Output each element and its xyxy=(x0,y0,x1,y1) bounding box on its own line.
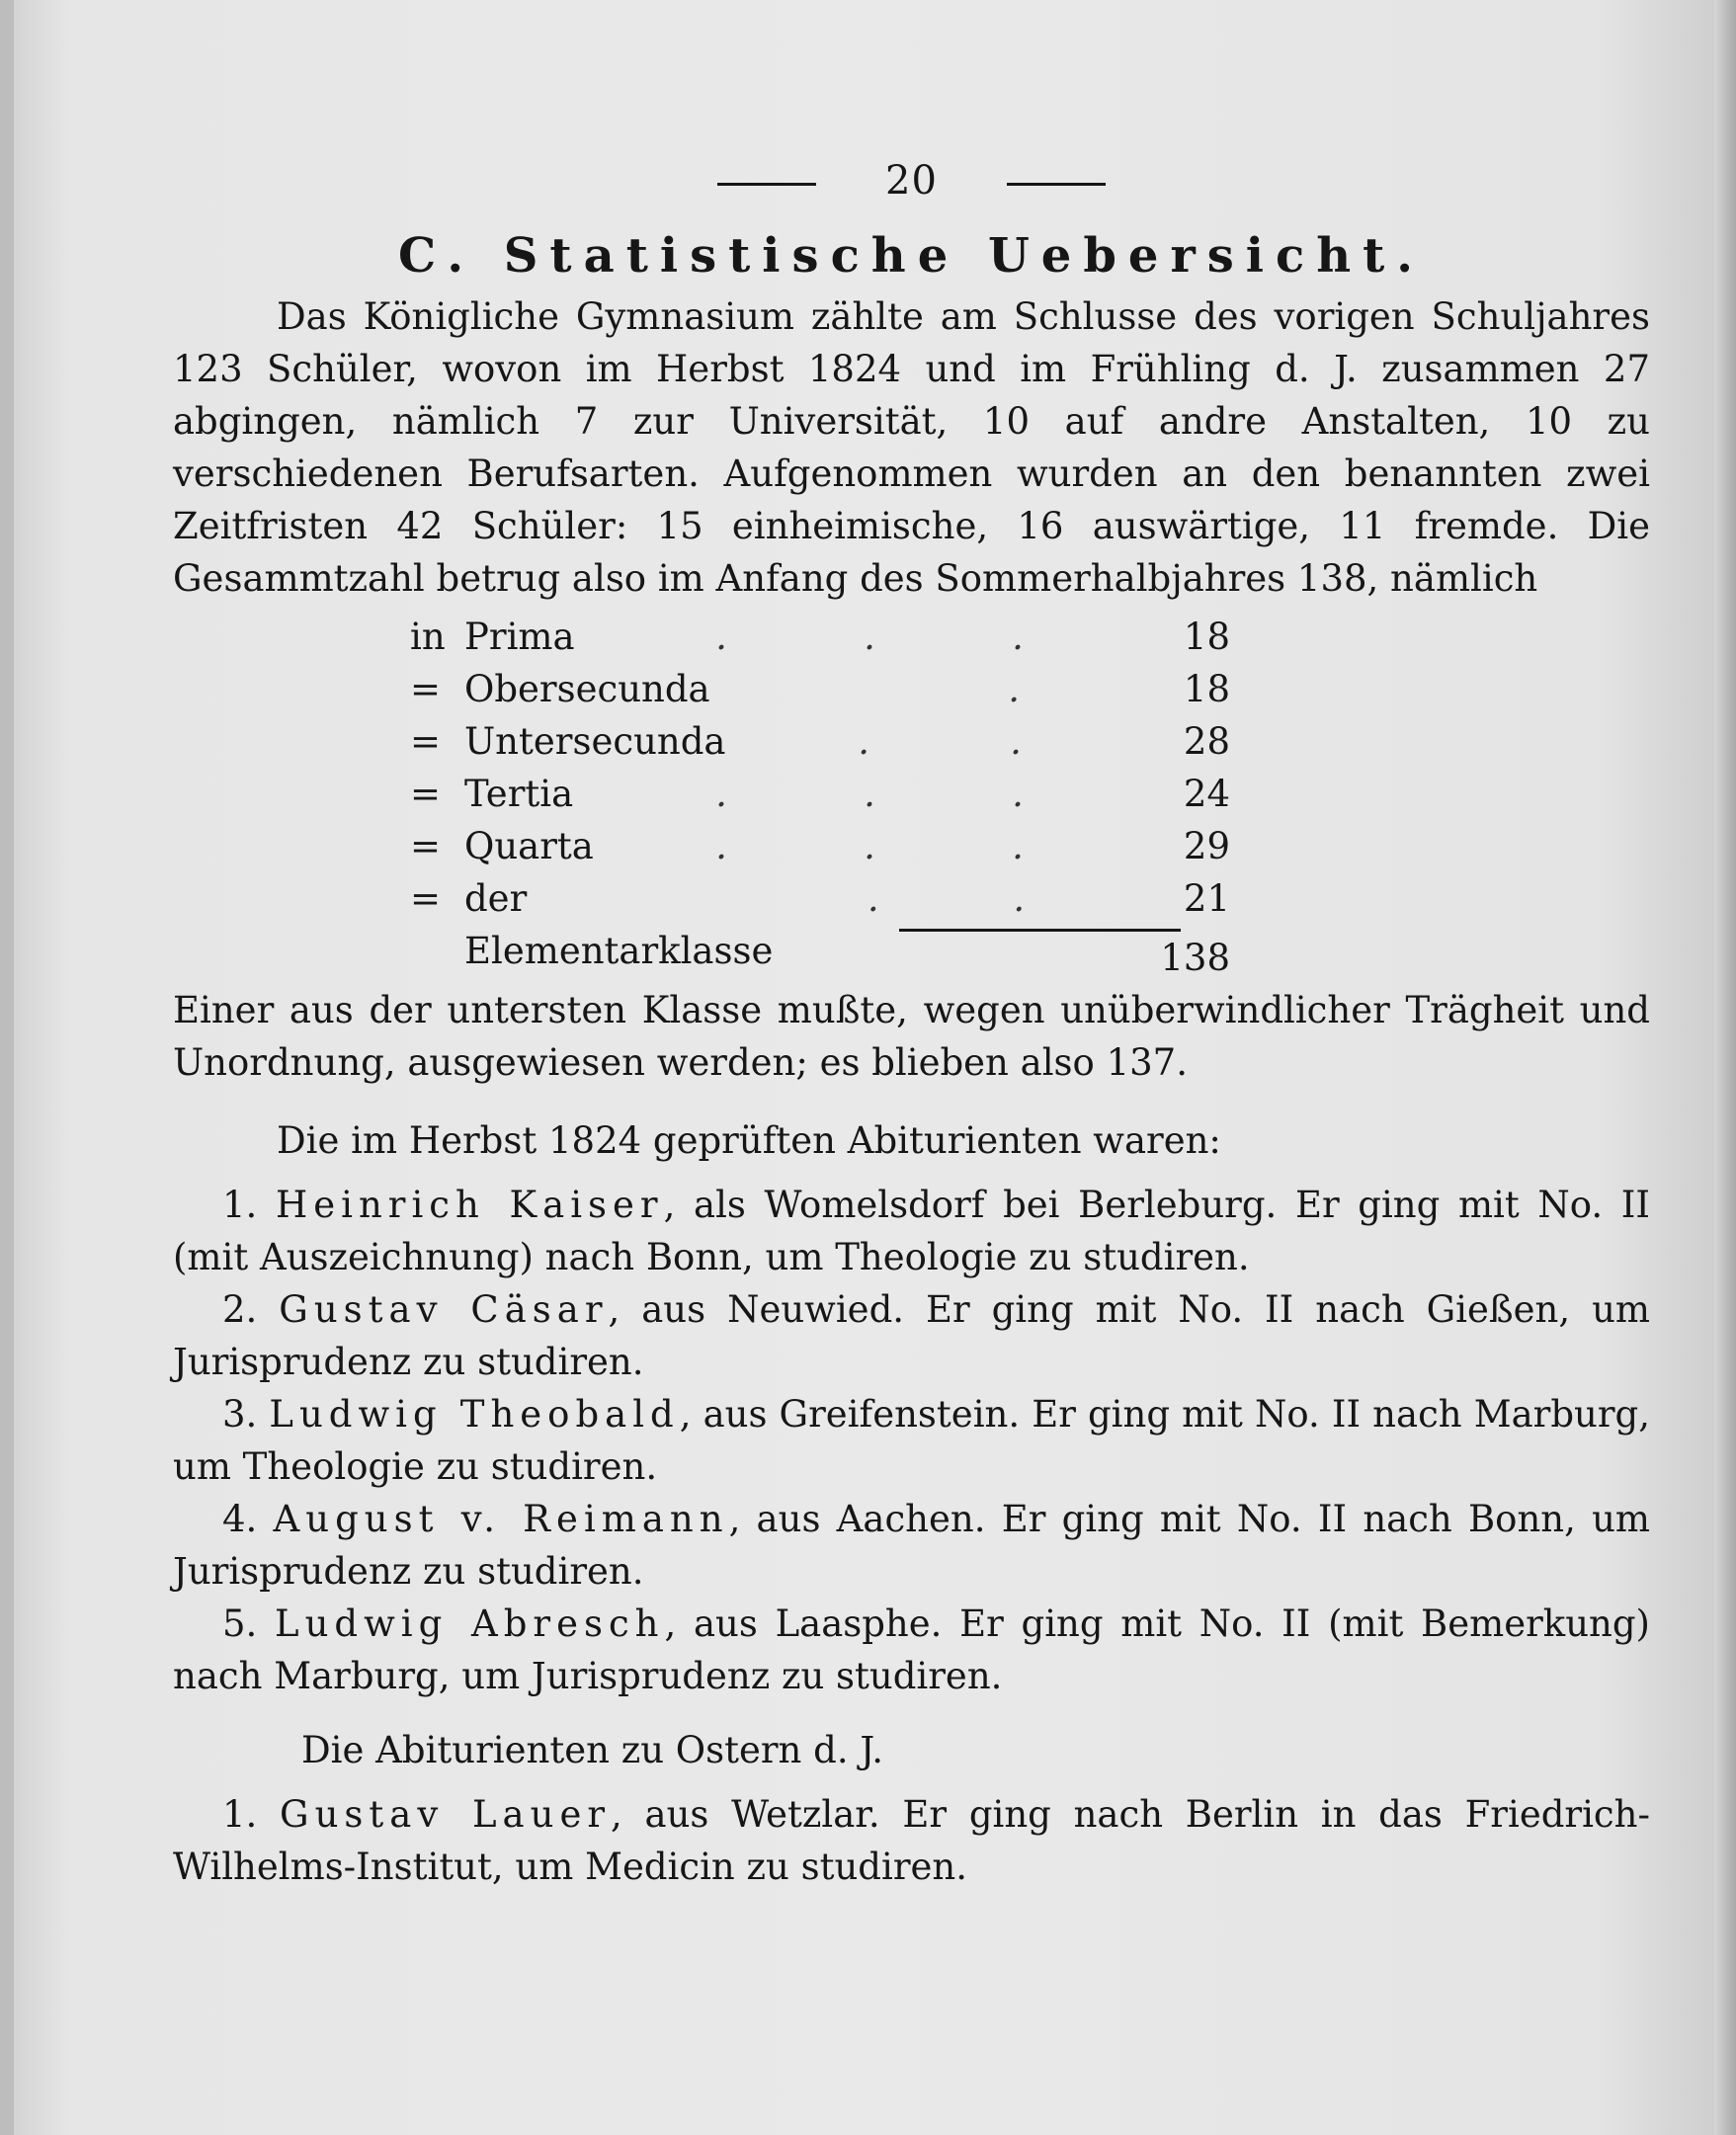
graduate-entry xyxy=(173,1283,1650,1388)
class-row xyxy=(410,820,1250,872)
graduate-entry xyxy=(173,1598,1650,1702)
graduate-text: , aus Aachen. Er ging mit No. II nach Bonn, um Jurisprudenz zu studiren. xyxy=(173,1498,1651,1593)
page-edge-left xyxy=(0,0,14,2135)
leader-dots: . . xyxy=(867,877,1026,920)
graduate-entry xyxy=(173,1788,1650,1893)
graduate-entry xyxy=(173,1388,1650,1493)
header-dash-left xyxy=(717,183,816,186)
class-prefix: = xyxy=(410,877,442,920)
page-header xyxy=(173,148,1650,213)
class-prefix: in xyxy=(410,616,446,658)
graduate-name: August v. Reimann xyxy=(273,1498,729,1540)
class-row xyxy=(410,611,1250,663)
class-count: 24 xyxy=(1183,773,1230,815)
page-content xyxy=(173,148,1650,1893)
graduate-text: , als Womelsdorf bei Berleburg. Er ging mit No. II (mit Auszeichnung) nach Bonn, um Theologie zu studiren. xyxy=(173,1184,1651,1278)
class-prefix: = xyxy=(410,825,442,867)
graduate-name: Heinrich Kaiser xyxy=(275,1184,664,1226)
class-count: 18 xyxy=(1183,616,1230,658)
page-edge-right xyxy=(1714,0,1736,2135)
class-name: Untersecunda xyxy=(464,720,726,763)
entry-number: 1. xyxy=(222,1184,258,1226)
graduate-text: , aus Greifenstein. Er ging mit No. II nach Marburg, um Theologie zu studiren. xyxy=(173,1393,1650,1488)
intro-paragraph: Das Königliche Gymnasium zählte am Schlusse des vorigen Schuljahres 123 Schüler, wovon im Herbst 1824 und im Frühling d. J. zusammen 27 abgingen, nämlich 7 zur Universität, 10 auf andre Anstalten, 10 zu verschiedenen Berufsarten. Aufgenommen wurden an den benannten zwei Zeitfristen 42 Schüler: 15 einheimische, 16 auswärtige, 11 fremde. Die Gesammtzahl betrug also im Anfang des Sommerhalbjahres 138, nämlich xyxy=(173,295,1650,600)
entry-number: 3. xyxy=(222,1393,258,1436)
class-row xyxy=(410,663,1250,715)
class-count: 18 xyxy=(1183,668,1230,710)
leader-dots: . . . xyxy=(715,773,1024,815)
expulsion-note: Einer aus der untersten Klasse mußte, wegen unüberwindlicher Trägheit und Unordnung, ausgewiesen werden; es blieben also 137. xyxy=(173,989,1650,1084)
class-name: der Elementarklasse xyxy=(464,877,774,972)
class-name: Tertia xyxy=(464,773,574,815)
graduate-text: , aus Laasphe. Er ging mit No. II (mit Bemerkung) nach Marburg, um Jurisprudenz zu studiren. xyxy=(173,1602,1650,1697)
header-dash-right xyxy=(1007,183,1106,186)
graduate-name: Gustav Cäsar xyxy=(279,1288,609,1331)
graduate-text: , aus Neuwied. Er ging mit No. II nach Gießen, um Jurisprudenz zu studiren. xyxy=(173,1288,1650,1383)
graduate-entry xyxy=(173,1179,1650,1283)
graduate-text: , aus Wetzlar. Er ging nach Berlin in das Friedrich-Wilhelms-Institut, um Medicin zu studiren. xyxy=(173,1793,1650,1888)
leader-dots: . . . xyxy=(715,825,1024,867)
graduate-name: Ludwig Abresch xyxy=(275,1602,665,1645)
class-count: 29 xyxy=(1183,825,1230,867)
class-prefix: = xyxy=(410,773,442,815)
entry-number: 4. xyxy=(222,1498,258,1540)
class-name: Prima xyxy=(464,616,575,658)
class-row xyxy=(410,715,1250,768)
class-count: 28 xyxy=(1183,720,1230,763)
class-count: 21 xyxy=(1183,877,1230,920)
total-count: 138 xyxy=(1160,937,1230,979)
leader-dots: . . xyxy=(858,720,1022,763)
entry-number: 2. xyxy=(222,1288,258,1331)
class-row xyxy=(410,768,1250,820)
leader-dots: . . . xyxy=(715,616,1024,658)
graduate-name: Ludwig Theobald xyxy=(269,1393,680,1436)
autumn-heading: Die im Herbst 1824 geprüften Abiturienten waren: xyxy=(277,1119,1221,1162)
entry-number: 5. xyxy=(222,1602,258,1645)
leader-dots: . xyxy=(1008,668,1020,710)
class-name: Obersecunda xyxy=(464,668,710,710)
graduate-name: Gustav Lauer xyxy=(280,1793,612,1836)
graduate-entry xyxy=(173,1493,1650,1598)
easter-heading: Die Abiturienten zu Ostern d. J. xyxy=(301,1729,884,1771)
entry-number: 1. xyxy=(222,1793,258,1836)
class-prefix: = xyxy=(410,720,442,763)
page-number: 20 xyxy=(885,158,938,204)
class-name: Quarta xyxy=(464,825,594,867)
class-prefix: = xyxy=(410,668,442,710)
section-title: C. Statistische Uebersicht. xyxy=(397,228,1425,284)
